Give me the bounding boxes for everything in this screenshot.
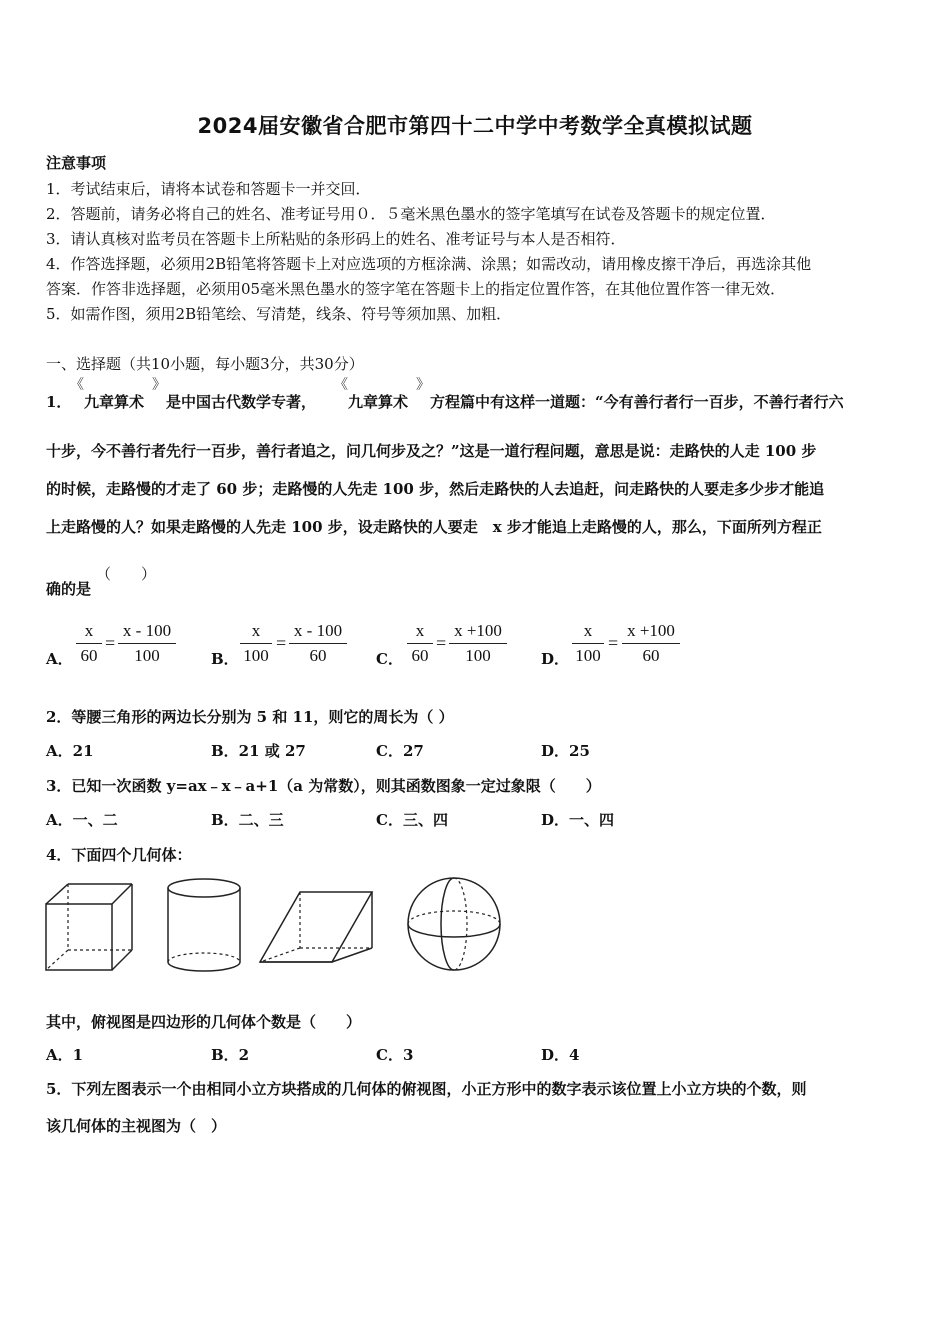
section-heading: 一、选择题（共10小题，每小题3分，共30分） [46, 355, 364, 373]
option-b-label[interactable]: B． [211, 650, 239, 668]
equals-sign: = [608, 633, 619, 653]
option-d[interactable]: D．25 [541, 742, 590, 760]
option-b[interactable]: B．二、三 [211, 811, 284, 829]
fraction-right: x +100 60 [622, 621, 680, 666]
book-bracket-open: 《 [334, 377, 348, 393]
notice-item: 2．答题前，请务必将自己的姓名、准考证号用０．５毫米黑色墨水的签字笔填写在试卷及答题卡的规定位置． [46, 205, 776, 223]
q1-book-title: 九章算术 [348, 393, 409, 411]
q1-text: 是中国古代数学专著， [166, 393, 317, 411]
option-c[interactable]: C．27 [376, 742, 424, 760]
q4-stem: 4．下面四个几何体： [46, 846, 192, 864]
answer-paren: （ ） [96, 565, 157, 583]
option-c[interactable]: C．三、四 [376, 811, 448, 829]
option-b[interactable]: B．21 或 27 [211, 742, 306, 760]
book-bracket-open: 《 [70, 377, 84, 393]
book-bracket-close: 》 [416, 377, 430, 393]
option-a[interactable]: A．1 [46, 1046, 84, 1064]
option-a-label[interactable]: A． [46, 650, 73, 668]
equals-sign: = [276, 633, 287, 653]
q3-stem: 3．已知一次函数 y=ax﹣x﹣a+1（a 为常数），则其函数图象一定过象限（ ） [46, 777, 601, 795]
option-c-label[interactable]: C． [376, 650, 403, 668]
q5-text: 该几何体的主视图为（ ） [46, 1117, 227, 1135]
book-bracket-close: 》 [152, 377, 166, 393]
q1-number: 1． [46, 393, 72, 411]
option-b[interactable]: B．2 [211, 1046, 250, 1064]
q1-text: 确的是 [46, 580, 92, 598]
option-a[interactable]: A．21 [46, 742, 94, 760]
notice-item: 答案．作答非选择题，必须用05毫米黑色墨水的签字笔在答题卡上的指定位置作答，在其他位置作答一律无效． [46, 280, 786, 298]
option-c[interactable]: C．3 [376, 1046, 414, 1064]
fraction-right: x - 100 60 [289, 621, 347, 666]
q1-text: 上走路慢的人？如果走路慢的人先走 100 步，设走路快的人要走 x 步才能追上走路慢的人，那么，下面所列方程正 [46, 518, 822, 536]
sphere-icon [404, 874, 504, 974]
option-a[interactable]: A．一、二 [46, 811, 118, 829]
fraction-left: x 100 [572, 621, 604, 666]
fraction-right: x +100 100 [449, 621, 507, 666]
q5-text: 5．下列左图表示一个由相同小立方块搭成的几何体的俯视图，小正方形中的数字表示该位置上小立方块的个数，则 [46, 1080, 807, 1098]
prism-icon [256, 888, 378, 968]
q2-stem: 2．等腰三角形的两边长分别为 5 和 11，则它的周长为（ ） [46, 708, 454, 726]
cube-icon [42, 880, 137, 975]
fraction-right: x - 100 100 [118, 621, 176, 666]
fraction-left: x 60 [76, 621, 102, 666]
cylinder-icon [164, 876, 244, 976]
option-d-label[interactable]: D． [541, 650, 570, 668]
q1-text: 十步，今不善行者先行一百步，善行者追之，问几何步及之？”这是一道行程问题，意思是说：走路快的人走 100 步 [46, 442, 817, 460]
option-d[interactable]: D．4 [541, 1046, 580, 1064]
notice-item: 3．请认真核对监考员在答题卡上所粘贴的条形码上的姓名、准考证号与本人是否相符． [46, 230, 626, 248]
fraction-left: x 60 [407, 621, 433, 666]
notice-item: 1．考试结束后，请将本试卷和答题卡一并交回． [46, 180, 371, 198]
option-d[interactable]: D．一、四 [541, 811, 615, 829]
notice-item: 5．如需作图，须用2B铅笔绘、写清楚，线条、符号等须加黑、加粗． [46, 305, 512, 323]
page-title: 2024届安徽省合肥市第四十二中学中考数学全真模拟试题 [197, 114, 753, 138]
q4-follow: 其中，俯视图是四边形的几何体个数是（ ） [46, 1013, 362, 1031]
fraction-left: x 100 [240, 621, 272, 666]
q1-text: 的时候，走路慢的才走了 60 步；走路慢的人先走 100 步，然后走路快的人去追赶，问走路快的人要走多少步才能追 [46, 480, 825, 498]
notice-item: 4．作答选择题，必须用2B铅笔将答题卡上对应选项的方框涂满、涂黑；如需改动，请用橡皮擦干净后，再选涂其他 [46, 255, 812, 273]
q1-text: 方程篇中有这样一道题：“今有善行者行一百步，不善行者行六 [430, 393, 844, 411]
q1-book-title: 九章算术 [84, 393, 145, 411]
equals-sign: = [436, 633, 447, 653]
equals-sign: = [105, 633, 116, 653]
notice-heading: 注意事项 [46, 154, 107, 172]
